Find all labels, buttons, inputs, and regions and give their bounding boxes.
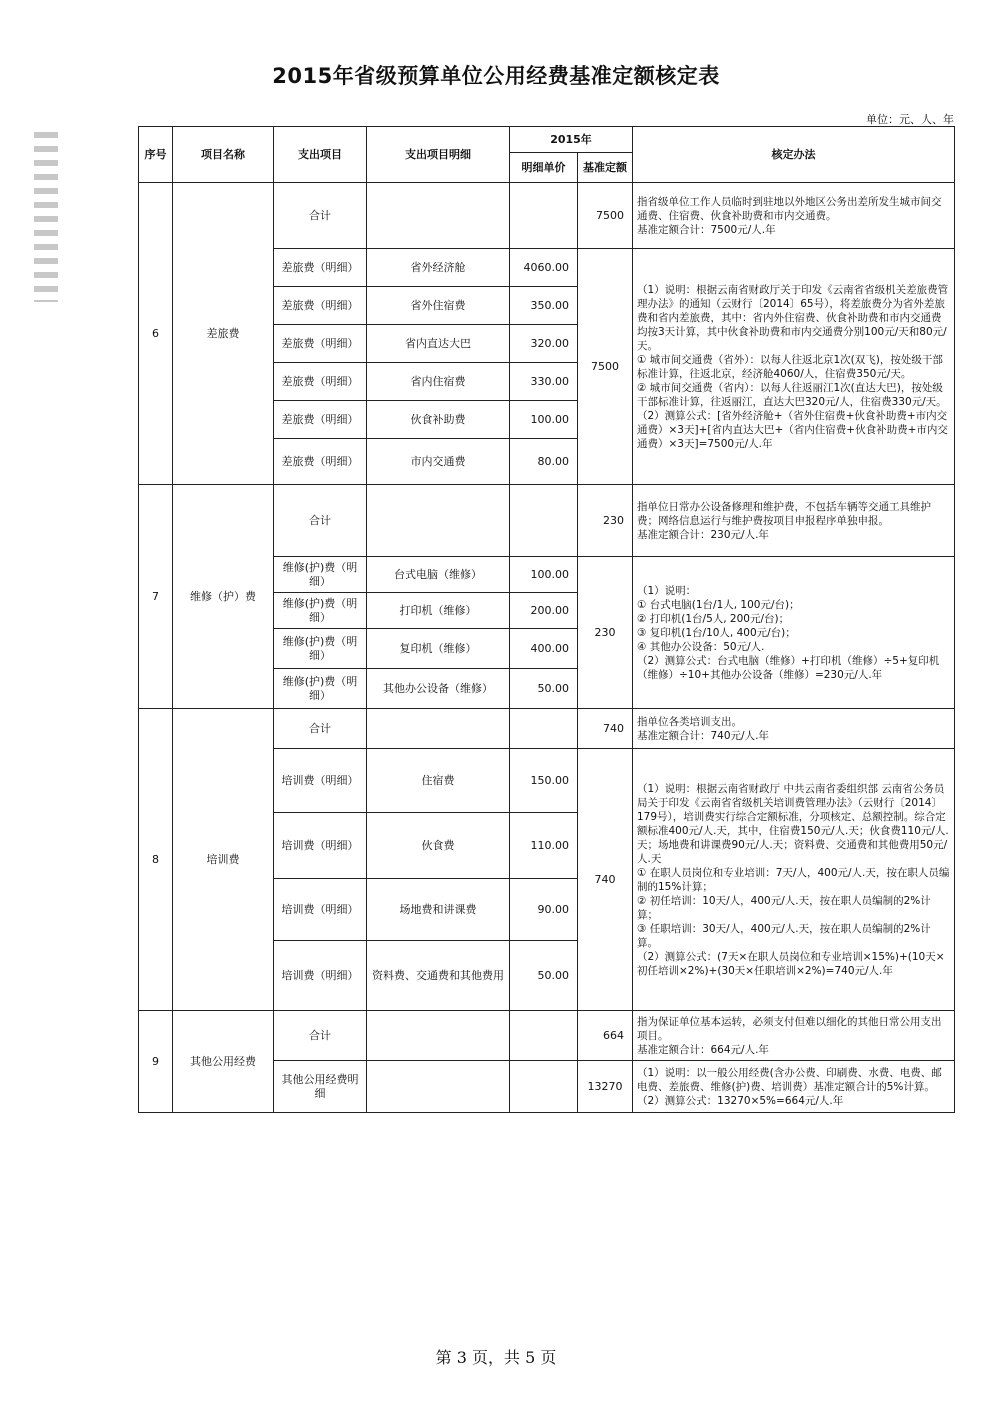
detail-note [633,557,955,709]
detail-note [633,749,955,1011]
total-note-line: 指单位日常办公设备修理和维护费，不包括车辆等交通工具维护费；网络信息运行与维护费按项目申报程序单独申报。 [637,500,931,527]
header-method: 核定办法 [633,127,955,183]
detail-name: 市内交通费 [367,439,510,485]
total-note-line: 基准定额合计：740元/人.年 [637,729,769,742]
detail-price: 4060.00 [510,249,578,287]
detail-name: 省内直达大巴 [367,325,510,363]
detail-note-line: （1）说明：根据云南省财政厅关于印发《云南省省级机关差旅费管理办法》的通知（云财行〔2014〕65号），将差旅费分为省外差旅费和省内差旅费，其中：省内外住宿费、伙食补助费和市内交通费均按3天计算，其中伙食补助费和市内交通费分别100元/天和80元/天。 [637,283,949,352]
detail-name: 伙食补助费 [367,401,510,439]
detail-name: 场地费和讲课费 [367,879,510,941]
group-seq: 7 [139,485,173,709]
detail-item: 差旅费（明细） [274,287,367,325]
table-row [139,709,955,749]
header-expense-detail: 支出项目明细 [367,127,510,183]
detail-note-line: （1）说明：根据云南省财政厅 中共云南省委组织部 云南省公务员局关于印发《云南省省级机关培训费管理办法》（云财行〔2014〕179号），培训费实行综合定额标准，分项核定、总额控制。综合定额标准400元/人.天，其中，住宿费150元/人.天；伙食费110元/人.天；场地费和讲课费90元/人.天；资料费、交通费和其他费用50元/人.天 [637,782,949,865]
group-seq: 6 [139,183,173,485]
quota-table [138,126,955,1113]
total-detail-empty [367,183,510,249]
header-unit-price: 明细单价 [510,153,578,183]
detail-note-line: ① 台式电脑(1台/1人, 100元/台)； [637,598,800,611]
detail-name: 省外住宿费 [367,287,510,325]
detail-item: 维修(护)费（明细） [274,669,367,709]
total-quota: 740 [578,709,633,749]
detail-price: 50.00 [510,941,578,1011]
detail-note-line: ② 初任培训：10天/人，400元/人.天，按在职人员编制的2%计算； [637,894,931,921]
header-seq: 序号 [139,127,173,183]
detail-note-line: （1）说明：以一般公用经费(含办公费、印刷费、水费、电费、邮电费、差旅费、维修(护)费、培训费）基准定额合计的5%计算。 [637,1066,942,1093]
total-note [633,183,955,249]
detail-note [633,249,955,485]
detail-name: 复印机（维修） [367,629,510,669]
detail-note-line: （2）测算公式：[省外经济舱+（省外住宿费+伙食补助费+市内交通费）×3天]+[省内直达大巴+（省内住宿费+伙食补助费+市内交通费）×3天]=7500元/人.年 [637,409,948,450]
detail-name [367,1061,510,1113]
detail-item: 培训费（明细） [274,941,367,1011]
detail-note-line: ① 在职人员岗位和专业培训：7天/人，400元/人.天，按在职人员编制的15%计算； [637,866,950,893]
total-note-line: 基准定额合计：230元/人.年 [637,528,769,541]
detail-price: 150.00 [510,749,578,813]
total-note [633,709,955,749]
total-price-empty [510,485,578,557]
unit-label: 单位：元、人、年 [866,113,954,126]
total-note-line: 指省级单位工作人员临时到驻地以外地区公务出差所发生城市间交通费、住宿费、伙食补助费和市内交通费。 [637,195,942,222]
page-title: 2015年省级预算单位公用经费基准定额核定表 [272,64,720,88]
table-body [139,183,955,1113]
header-year: 2015年 [510,127,633,153]
detail-name: 资料费、交通费和其他费用 [367,941,510,1011]
detail-quota: 740 [578,749,633,1011]
detail-price: 110.00 [510,813,578,879]
detail-name: 省内住宿费 [367,363,510,401]
group-name: 差旅费 [173,183,274,485]
total-detail-empty [367,485,510,557]
total-note-line: 基准定额合计：664元/人.年 [637,1043,769,1056]
detail-item: 维修(护)费（明细） [274,557,367,593]
detail-quota: 7500 [578,249,633,485]
total-price-empty [510,709,578,749]
detail-item: 差旅费（明细） [274,325,367,363]
header-project: 项目名称 [173,127,274,183]
detail-price: 100.00 [510,557,578,593]
detail-name: 其他办公设备（维修） [367,669,510,709]
detail-quota: 13270 [578,1061,633,1113]
detail-item: 差旅费（明细） [274,363,367,401]
detail-note-line: （2）测算公式：13270×5%=664元/人.年 [637,1094,844,1107]
group-name: 其他公用经费 [173,1011,274,1113]
detail-price: 90.00 [510,879,578,941]
table-row [139,183,955,249]
detail-note-line: ① 城市间交通费（省外）：以每人往返北京1次(双飞)，按处级干部标准计算，往返北京，经济舱4060/人，住宿费350元/天。 [637,353,943,380]
detail-item: 培训费（明细） [274,879,367,941]
detail-name: 伙食费 [367,813,510,879]
detail-price: 50.00 [510,669,578,709]
header-quota: 基准定额 [578,153,633,183]
detail-price: 100.00 [510,401,578,439]
page-footer: 第 3 页，共 5 页 [435,1348,557,1367]
detail-name: 台式电脑（维修） [367,557,510,593]
total-price-empty [510,183,578,249]
detail-note-line: （2）测算公式：(7天×在职人员岗位和专业培训×15%)+(10天×初任培训×2%)+(30天×任职培训×2%)=740元/人.年 [637,950,945,977]
detail-note-line: ③ 任职培训：30天/人，400元/人.天，按在职人员编制的2%计算。 [637,922,931,949]
total-note [633,1011,955,1061]
total-quota: 664 [578,1011,633,1061]
total-price-empty [510,1011,578,1061]
detail-note-line: （2）测算公式：台式电脑（维修）+打印机（维修）÷5+复印机（维修）÷10+其他办公设备（维修）=230元/人.年 [637,654,940,681]
total-detail-empty [367,1011,510,1061]
detail-quota: 230 [578,557,633,709]
group-name: 维修（护）费 [173,485,274,709]
total-label: 合计 [274,1011,367,1061]
detail-price: 330.00 [510,363,578,401]
detail-price [510,1061,578,1113]
detail-note-line: ④ 其他办公设备：50元/人. [637,640,765,653]
table-row [139,1011,955,1061]
detail-price: 200.00 [510,593,578,629]
detail-note-line: （1）说明： [637,584,697,597]
total-label: 合计 [274,485,367,557]
group-seq: 9 [139,1011,173,1113]
scan-binding-mark [34,132,58,302]
total-note-line: 指单位各类培训支出。 [637,715,742,728]
detail-name: 打印机（维修） [367,593,510,629]
detail-item: 维修(护)费（明细） [274,629,367,669]
detail-name: 住宿费 [367,749,510,813]
detail-price: 350.00 [510,287,578,325]
detail-item: 培训费（明细） [274,749,367,813]
group-name: 培训费 [173,709,274,1011]
total-label: 合计 [274,183,367,249]
table-row [139,485,955,557]
detail-item: 维修(护)费（明细） [274,593,367,629]
detail-note-line: ② 打印机(1台/5人, 200元/台)； [637,612,790,625]
detail-item: 其他公用经费明细 [274,1061,367,1113]
detail-note [633,1061,955,1113]
detail-note-line: ② 城市间交通费（省内）：以每人往返丽江1次(直达大巴)，按处级干部标准计算，往返丽江，直达大巴320元/人，住宿费330元/天。 [637,381,947,408]
total-quota: 230 [578,485,633,557]
total-quota: 7500 [578,183,633,249]
group-seq: 8 [139,709,173,1011]
detail-price: 80.00 [510,439,578,485]
detail-item: 培训费（明细） [274,813,367,879]
detail-name: 省外经济舱 [367,249,510,287]
total-detail-empty [367,709,510,749]
total-label: 合计 [274,709,367,749]
detail-note-line: ③ 复印机(1台/10人, 400元/台)； [637,626,796,639]
detail-price: 320.00 [510,325,578,363]
detail-price: 400.00 [510,629,578,669]
header-expense-item: 支出项目 [274,127,367,183]
total-note [633,485,955,557]
detail-item: 差旅费（明细） [274,401,367,439]
total-note-line: 基准定额合计：7500元/人.年 [637,223,776,236]
detail-item: 差旅费（明细） [274,249,367,287]
total-note-line: 指为保证单位基本运转，必须支付但难以细化的其他日常公用支出项目。 [637,1015,942,1042]
detail-item: 差旅费（明细） [274,439,367,485]
